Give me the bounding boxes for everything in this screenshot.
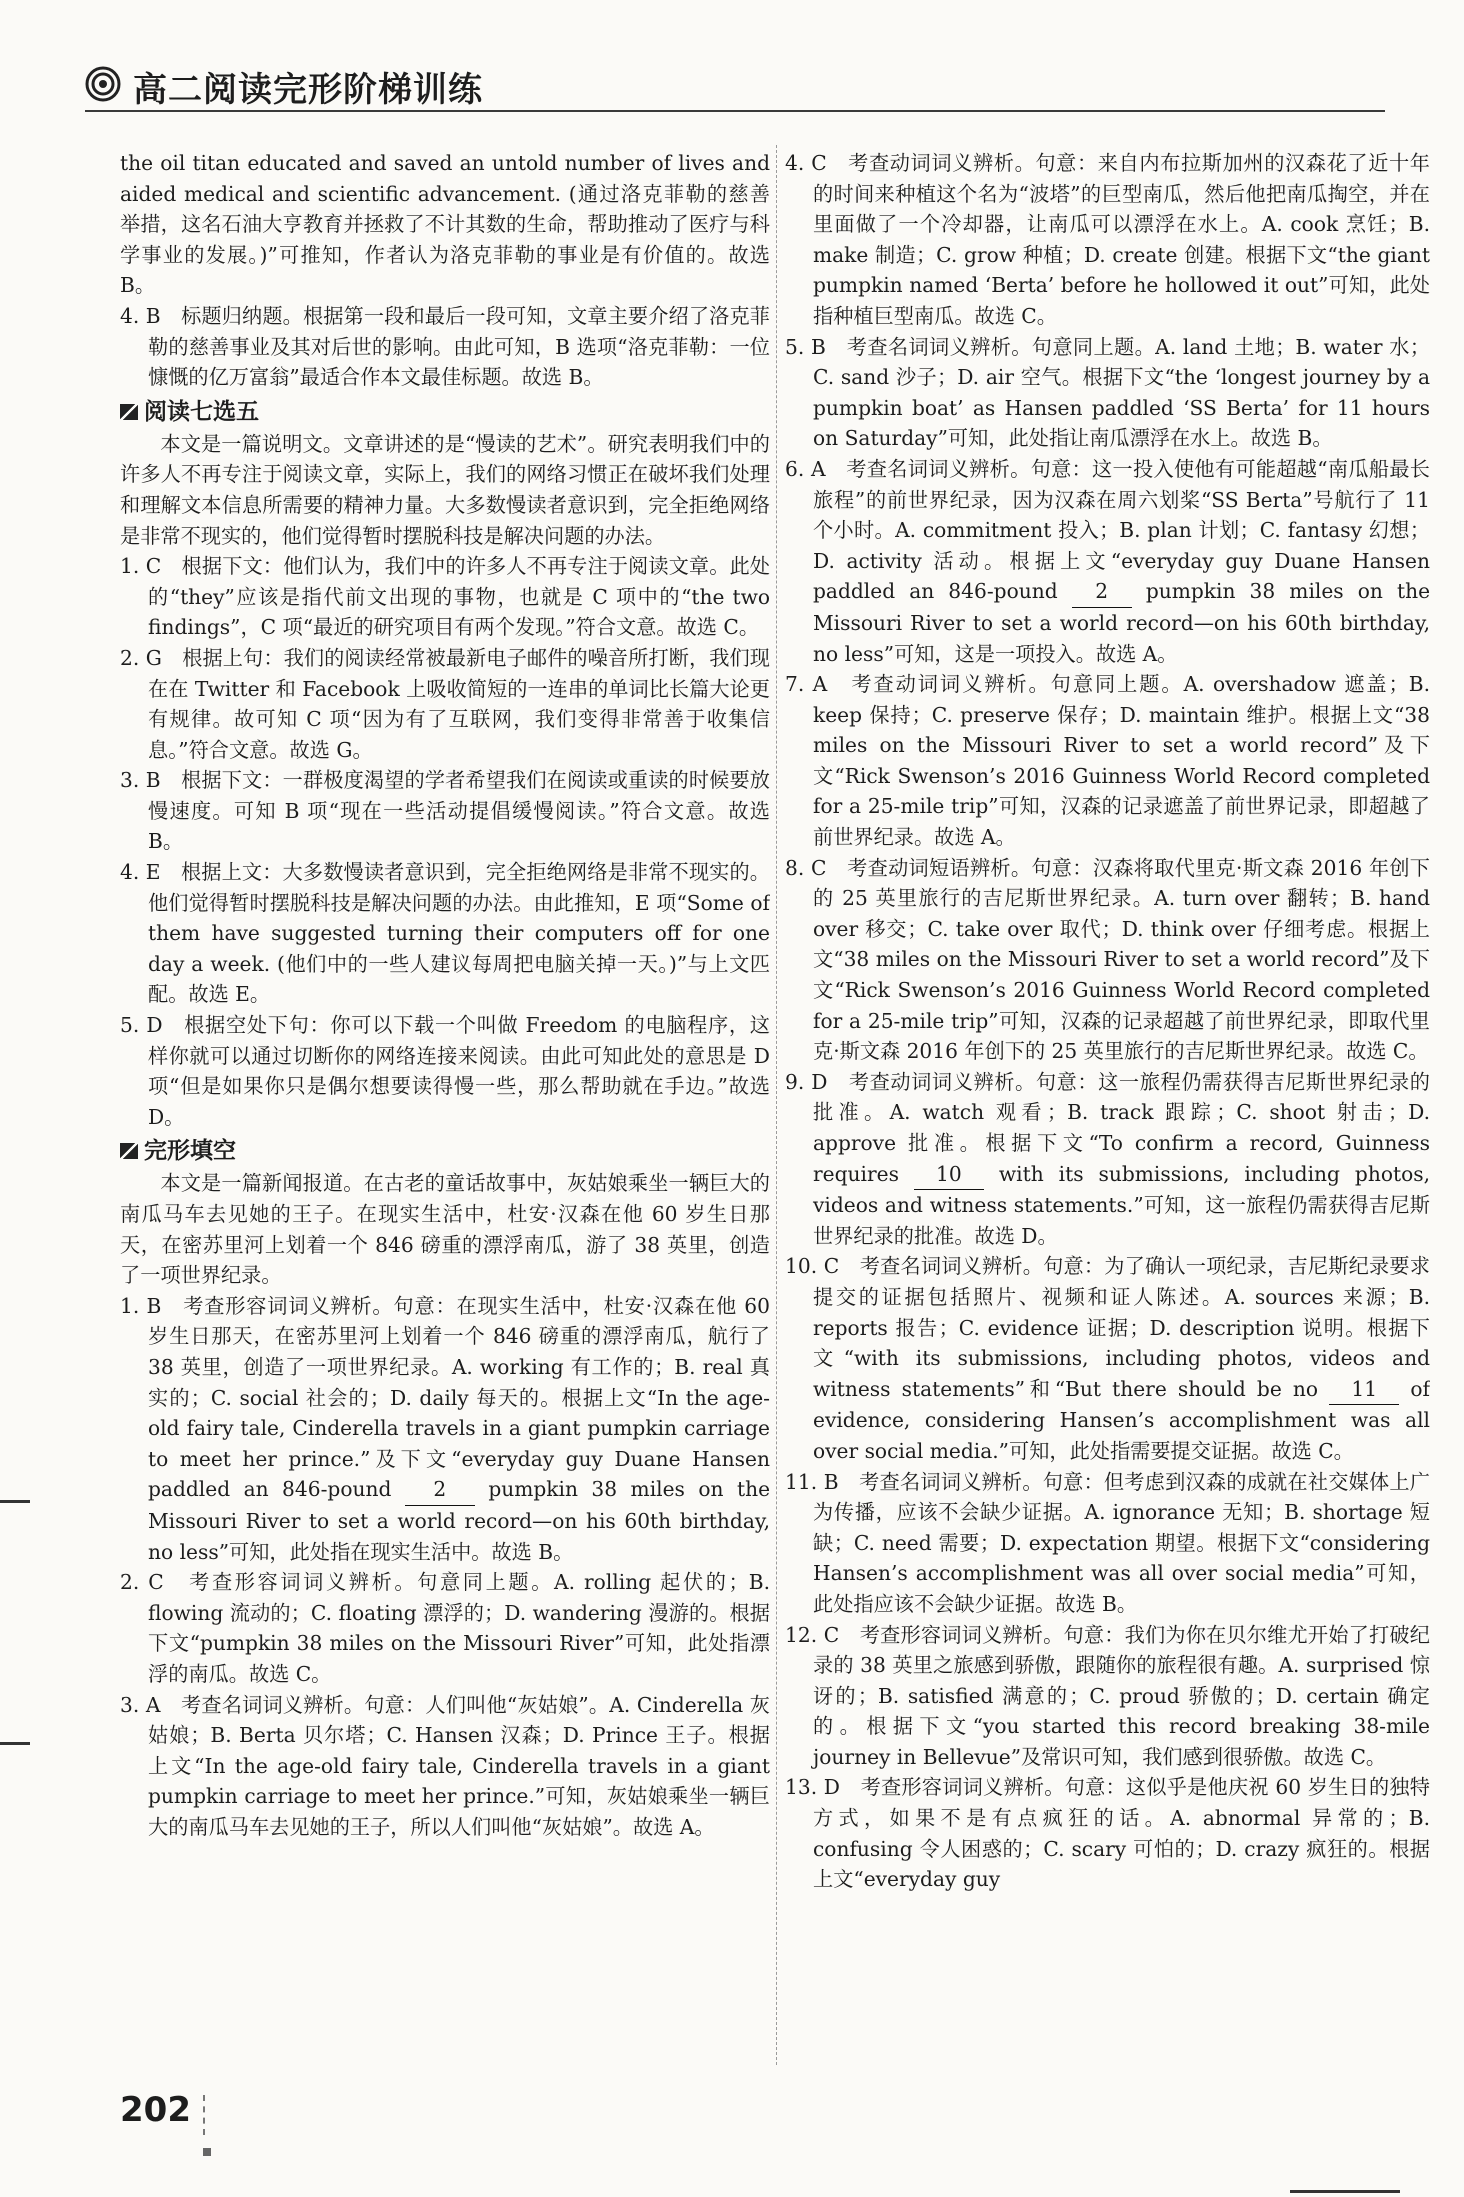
- section-intro: 本文是一篇说明文。文章讲述的是“慢读的艺术”。研究表明我们中的许多人不再专注于阅读文章，实际上，我们的网络习惯正在破坏我们处理和理解文本信息所需要的精神力量。大多数慢读者意识到，完全拒绝网络是非常不现实的，他们觉得暂时摆脱科技是解决问题的办法。: [120, 431, 770, 548]
- answer-item: 4. E 根据上文：大多数慢读者意识到，完全拒绝网络是非常不现实的。他们觉得暂时摆脱科技是解决问题的办法。由此推知，E 项“Some of them have suggested turning their computers off for one day a week. (他们中的一些人建议每周把电脑关掉一天。)”与上文匹配。故选 E。: [120, 860, 770, 1007]
- answer-item: 1. B 考查形容词词义辨析。句意：在现实生活中，杜安·汉森在他 60 岁生日那天，在密苏里河上划着一个 846 磅重的漂浮南瓜，航行了 38 英里，创造了一项世界纪录。A. working 有工作的；B. real 真实的；C. social 社会的；D. daily 每天的。根据上文“In the age-old fairy tale, Cinderella travels in a giant pumpkin carriage to meet her prince.”及下文“everyday guy Duane Hansen paddled an 846-pound 2 pumpkin 38 miles on the Missouri River to set a world record—on his 60th birthday, no less”可知，此处指在现实生活中。故选 B。: [120, 1293, 770, 1564]
- answer-item: 13. D 考查形容词词义辨析。句意：这似乎是他庆祝 60 岁生日的独特方式，如果不是有点疯狂的话。A. abnormal 异常的；B. confusing 令人困惑的；C. scary 可怕的；D. crazy 疯狂的。根据上文“everyday guy: [785, 1775, 1430, 1892]
- answer-item: 1. C 根据下文：他们认为，我们中的许多人不再专注于阅读文章。此处的“they”应该是指代前文出现的事物，也就是 C 项中的“the two findings”，C 项“最近的研究项目有两个发现。”符合文意。故选 C。: [120, 554, 770, 640]
- answer-item: 12. C 考查形容词词义辨析。句意：我们为你在贝尔维尤开始了打破纪录的 38 英里之旅感到骄傲，跟随你的旅程很有趣。A. surprised 惊讶的；B. satisfied 满意的；C. proud 骄傲的；D. certain 确定的。根据下文“you started this record breaking 38-mile journey in Bellevue”及常识可知，我们感到很骄傲。故选 C。: [785, 1622, 1430, 1769]
- section-title: [120, 1136, 770, 1166]
- page-number: 202: [120, 2090, 191, 2130]
- section-title-text: 完形填空: [144, 1138, 236, 1165]
- page-number-divider: [203, 2095, 207, 2135]
- section-marker-icon: [120, 404, 138, 420]
- answer-item: 8. C 考查动词短语辨析。句意：汉森将取代里克·斯文森 2016 年创下的 25 英里旅行的吉尼斯世界纪录。A. turn over 翻转；B. hand over 移交；C. take over 取代；D. think over 仔细考虑。根据上文“38 miles on the Missouri River to set a world record”及下文“Rick Swenson’s 2016 Guinness World Record completed for a 25-mile trip”可知，汉森的记录超越了前世界纪录，即取代里克·斯文森 2016 年创下的 25 英里旅行的吉尼斯世界纪录。故选 C。: [785, 855, 1430, 1064]
- answer-item: 3. A 考查名词词义辨析。句意：人们叫他“灰姑娘”。A. Cinderella 灰姑娘；B. Berta 贝尔塔；C. Hansen 汉森；D. Prince 王子。根据上文“In the age-old fairy tale, Cinderella travels in a giant pumpkin carriage to meet her prince.”可知，灰姑娘乘坐一辆巨大的南瓜马车去见她的王子，所以人们叫他“灰姑娘”。故选 A。: [120, 1692, 770, 1839]
- column-divider: [776, 145, 778, 2065]
- answer-item: 2. G 根据上句：我们的阅读经常被最新电子邮件的噪音所打断，我们现在在 Twitter 和 Facebook 上吸收简短的一连串的单词比长篇大论更有规律。故可知 C 项“因为有了互联网，我们变得非常善于收集信息。”符合文意。故选 G。: [120, 645, 770, 762]
- binding-mark: [1290, 2190, 1400, 2193]
- answer-item: 2. C 考查形容词词义辨析。句意同上题。A. rolling 起伏的；B. flowing 流动的；C. floating 漂浮的；D. wandering 漫游的。根据下文“pumpkin 38 miles on the Missouri River”可知，此处指漂浮的南瓜。故选 C。: [120, 1570, 770, 1686]
- blank-number: 11: [1329, 1374, 1399, 1406]
- answer-item: 9. D 考查动词词义辨析。句意：这一旅程仍需获得吉尼斯世界纪录的批准。A. watch 观看；B. track 跟踪；C. shoot 射击；D. approve 批准。根据下文“To confirm a record, Guinness requires 10 with its submissions, including photos, videos and witness statements.”可知，这一旅程仍需获得吉尼斯世界纪录的批准。故选 D。: [785, 1069, 1430, 1248]
- section-title-text: 阅读七选五: [144, 398, 259, 425]
- book-title: 高二阅读完形阶梯训练: [133, 70, 483, 110]
- answer-item: 11. B 考查名词词义辨析。句意：但考虑到汉森的成就在社交媒体上广为传播，应该不会缺少证据。A. ignorance 无知；B. shortage 短缺；C. need 需要；D. expectation 期望。根据下文“considering Hansen’s accomplishment was all over social media”可知，此处指应该不会缺少证据。故选 B。: [785, 1469, 1430, 1616]
- right-column: [785, 148, 1430, 2088]
- binding-mark: [0, 1742, 30, 1745]
- answer-item: 7. A 考查动词词义辨析。句意同上题。A. overshadow 遮盖；B. keep 保持；C. preserve 保存；D. maintain 维护。根据上文“38 miles on the Missouri River to set a world record”及下文“Rick Swenson’s 2016 Guinness World Record completed for a 25-mile trip”可知，汉森的记录遮盖了前世界记录，即超越了前世界纪录。故选 A。: [785, 672, 1430, 850]
- answer-item: 5. D 根据空处下句：你可以下载一个叫做 Freedom 的电脑程序，这样你就可以通过切断你的网络连接来阅读。由此可知此处的意思是 D 项“但是如果你只是偶尔想要读得慢一些，那么帮助就在手边。”故选 D。: [120, 1013, 770, 1129]
- blank-number: 2: [1072, 576, 1132, 608]
- answer-item: 10. C 考查名词词义辨析。句意：为了确认一项纪录，吉尼斯纪录要求提交的证据包括照片、视频和证人陈述。A. sources 来源；B. reports 报告；C. evidence 证据；D. description 说明。根据下文“with its submissions, including photos, videos and witness statements”和“But there should be no 11 of evidence, considering Hansen’s accomplishment was all over social media.”可知，此处指需要提交证据。故选 C。: [785, 1254, 1430, 1463]
- answer-item: 4. B 标题归纳题。根据第一段和最后一段可知，文章主要介绍了洛克菲勒的慈善事业及其对后世的影响。由此可知，B 选项“洛克菲勒：一位慷慨的亿万富翁”最适合作本文最佳标题。故选 B。: [120, 303, 770, 390]
- answer-item: 6. A 考查名词词义辨析。句意：这一投入使他有可能超越“南瓜船最长旅程”的前世界纪录，因为汉森在周六划桨“SS Berta”号航行了 11 个小时。A. commitment 投入；B. plan 计划；C. fantasy 幻想；D. activity 活动。根据上文“everyday guy Duane Hansen paddled an 846-pound 2 pumpkin 38 miles on the Missouri River to set a world record—on his 60th birthday, no less”可知，这是一项投入。故选 A。: [785, 456, 1430, 666]
- binding-mark: [0, 1500, 30, 1503]
- section-intro: 本文是一篇新闻报道。在古老的童话故事中，灰姑娘乘坐一辆巨大的南瓜马车去见她的王子。在现实生活中，杜安·汉森在他 60 岁生日那天，在密苏里河上划着一个 846 磅重的漂浮南瓜，游了 38 英里，创造了一项世界纪录。: [120, 1171, 770, 1288]
- blank-number: 10: [914, 1159, 984, 1191]
- footer-square-icon: [203, 2148, 211, 2156]
- blank-number: 2: [405, 1474, 475, 1506]
- section-marker-icon: [120, 1143, 138, 1159]
- answer-item: 4. C 考查动词词义辨析。句意：来自内布拉斯加州的汉森花了近十年的时间来种植这个名为“波塔”的巨型南瓜，然后他把南瓜掏空，并在里面做了一个冷却器，让南瓜可以漂浮在水上。A. cook 烹饪；B. make 制造；C. grow 种植；D. create 创建。根据下文“the giant pumpkin named ‘Berta’ before he hollowed it out”可知，此处指种植巨型南瓜。故选 C。: [785, 151, 1430, 328]
- section-title: [120, 397, 770, 427]
- continued-paragraph: the oil titan educated and saved an untold number of lives and aided medical and scientific advancement. (通过洛克菲勒的慈善举措，这名石油大亨教育并拯救了不计其数的生命，帮助推动了医疗与科学事业的发展。)”可推知，作者认为洛克菲勒的事业是有价值的。故选 B。: [120, 151, 770, 298]
- left-column: [120, 148, 770, 2088]
- answer-item: 5. B 考查名词词义辨析。句意同上题。A. land 土地；B. water 水；C. sand 沙子；D. air 空气。根据下文“the ‘longest journey by a pumpkin boat’ as Hansen paddled ‘SS Berta’ for 11 hours on Saturday”可知，此处指让南瓜漂浮在水上。故选 B。: [785, 334, 1430, 451]
- page-header: [85, 60, 1385, 112]
- spiral-logo-icon: [85, 66, 121, 102]
- answer-item: 3. B 根据下文：一群极度渴望的学者希望我们在阅读或重读的时候要放慢速度。可知 B 项“现在一些活动提倡缓慢阅读。”符合文意。故选 B。: [120, 768, 770, 854]
